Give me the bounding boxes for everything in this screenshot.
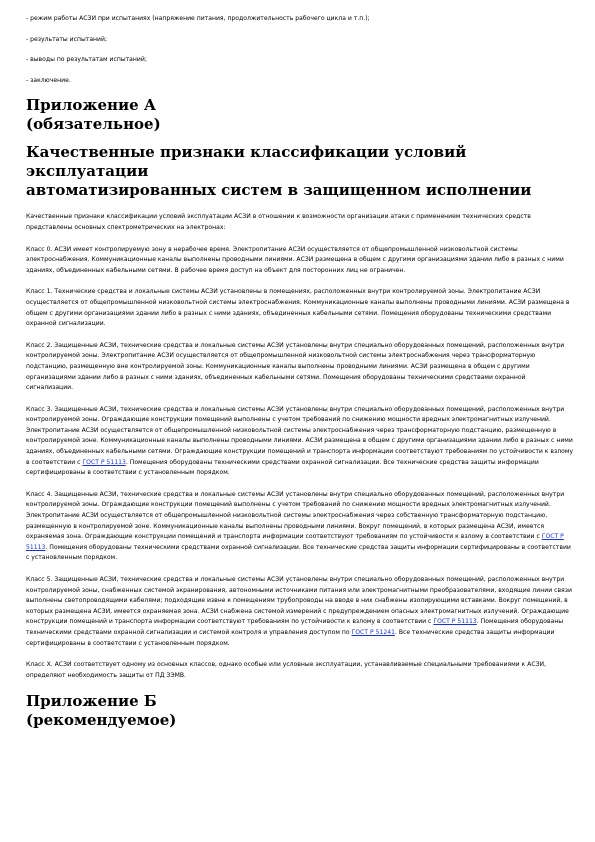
bullet-list xyxy=(26,14,574,86)
class-text: Класс 0. АСЗИ имеет контролируемую зону в нерабочее время. Электропитание АСЗИ осуществляется от общепромышленной низковольтной системы электроснабжения. Коммуникационные каналы выполнены проводными линиями. АСЗИ размещена в общем с другими организациями здании либо в разных с ними зданиях, объединенных кабельными сетями. В рабочее время доступ на объект для посторонних лиц не ограничен. xyxy=(26,245,564,274)
class-paragraph xyxy=(26,575,574,649)
appendix-a-title: Приложение А xyxy=(26,96,157,115)
class-text: Класс 4. Защищенные АСЗИ, технические средства и локальные системы АСЗИ установлены внутри специально оборудованных помещений, расположенных внутри контролируемой зоны. Ограждающие конструкции помещений выполнены с учетом требований по снижению мощности вредных электромагнитных излучений. Электропитание АСЗИ осуществляется от общепромышленной низковольтной системы электроснабжения через собственную трансформаторную подстанцию, размещенную в контролируемой зоне. Коммуникационные каналы выполнены проводными линиями. Вокруг помещений, в которых размещена АСЗИ, имеется охраняемая зона. Ограждающие конструкции помещений и транспорта информации соответствуют требованиям по устойчивости к взлому в соответствии с xyxy=(26,490,565,541)
appendix-a-status: (обязательное) xyxy=(26,115,161,134)
appendix-a-heading xyxy=(26,96,574,134)
section-title-line: автоматизированных систем в защищенном исполнении xyxy=(26,181,532,200)
appendix-b-status: (рекомендуемое) xyxy=(26,711,177,730)
class-text: . Помещения оборудованы техническими средствами охранной сигнализации. Все технические средства защиты информации сертифицированы в соответствии с установленным порядком. xyxy=(26,458,539,477)
class-text: Класс 2. Защищенные АСЗИ, технические средства и локальные системы АСЗИ установлены внутри специально оборудованных помещений, расположенных внутри контролируемой зоны. Электропитание АСЗИ осуществляется от общепромышленной низковольтной системы электроснабжения через трансформаторную подстанцию, размещенную вне контролируемой зоны. Коммуникационные каналы выполнены проводными линиями. АСЗИ размещена в общем с другими организациями здании либо в разных с ними зданиях, объединенных кабельными сетями. Помещения оборудованы техническими средствами охранной сигнализации. xyxy=(26,341,565,392)
class-text: Класс 1. Технические средства и локальные системы АСЗИ установлены в помещениях, расположенных внутри контролируемой зоны. Электропитание АСЗИ осуществляется от общепромышленной низковольтной системы электроснабжения. Коммуникационные каналы выполнены проводными линиями. АСЗИ размещена в общем с другими организациями здании либо в разных с ними зданиях, объединенных кабельными сетями. Помещения оборудованы техническими средствами охранной сигнализации. xyxy=(26,288,570,328)
class-text: Класс 3. Защищенные АСЗИ, технические средства и локальные системы АСЗИ установлены внутри специально оборудованных помещений, расположенных внутри контролируемой зоны. Ограждающие конструкции помещений выполнены с учетом требований по снижению мощности вредных электромагнитных излучений. Электропитание АСЗИ осуществляется от общепромышленной низковольтной системы электроснабжения через трансформаторную подстанцию, размещенную в контролируемой зоне. Коммуникационные каналы выполнены проводными линиями. АСЗИ размещена в общем с другими организациями здании либо в разных с ними зданиях, объединенных кабельными сетями. Ограждающие конструкции помещений и транспорта информации соответствуют требованиям по устойчивости к взлому в соответствии с xyxy=(26,405,574,466)
section-title xyxy=(26,143,574,200)
bullet-item: - режим работы АСЗИ при испытаниях (напряжение питания, продолжительность рабочего цикла и т.п.); xyxy=(26,15,370,22)
intro-paragraph: Качественные признаки классификации условий эксплуатации АСЗИ в отношении к возможности организации атаки с применением технических средств представлены основных спектрометрических на электронах: xyxy=(26,213,531,231)
class-text: Класс 5. Защищенные АСЗИ, технические средства и локальные системы АСЗИ установлены внутри специально оборудованных помещений, расположенных внутри контролируемой зоны, снабженных системой экранирования, автономными источниками питания или электромагнитными преобразователями, входящие линии связи выполнены светопроводящими кабелями; подходящие извне к помещениям трубопроводы на вводе в них снабжены изолирующими вставками. Вокруг помещений, в которых размещена АСЗИ, имеется охраняемая зона. АСЗИ снабжена системой измерений с предупреждением опасных электромагнитных излучений. Ограждающие конструкции помещений и транспорта информации соответствуют требованиям по устойчивости к взлому в соответствии с xyxy=(26,576,572,626)
class-paragraph xyxy=(26,660,574,681)
document-page xyxy=(26,14,574,730)
bullet-item: - выводы по результатам испытаний; xyxy=(26,56,147,64)
section-title-line: эксплуатации xyxy=(26,162,149,181)
appendix-b-title: Приложение Б xyxy=(26,692,157,711)
bullet-item: - результаты испытаний; xyxy=(26,35,108,43)
gost-link[interactable]: ГОСТ Р 51113 xyxy=(26,533,564,551)
gost-link[interactable]: ГОСТ Р 51113 xyxy=(433,618,477,626)
class-paragraph xyxy=(26,405,574,479)
section-title-line: Качественные признаки классификации условий xyxy=(26,143,467,162)
gost-link[interactable]: ГОСТ Р 51113 xyxy=(82,458,126,466)
gost-link[interactable]: ГОСТ Р 51241 xyxy=(351,628,395,636)
class-text: . Все технические средства защиты информации сертифицированы в соответствии с установленным порядком. xyxy=(26,628,555,647)
appendix-b-heading xyxy=(26,692,574,730)
class-text: Класс X. АСЗИ соответствует одному из основных классов, однако особые или условные эксплуатации, устанавливаемые специальными требованиями к АСЗИ, определяют необходимость защиты от ПД ЗЭМВ. xyxy=(26,661,547,679)
class-paragraph xyxy=(26,341,574,394)
class-list xyxy=(26,245,574,682)
class-text: . Помещения оборудованы техническими средствами охранной сигнализации и системой контроля и управления доступом по xyxy=(26,618,564,636)
class-paragraph xyxy=(26,287,574,329)
class-paragraph xyxy=(26,245,574,277)
class-text: . Помещения оборудованы техническими средствами охранной сигнализации. Все технические средства защиты информации сертифицированы в соответствии с установленным порядком. xyxy=(26,543,571,562)
class-paragraph xyxy=(26,490,574,564)
bullet-item: - заключение. xyxy=(26,76,71,84)
